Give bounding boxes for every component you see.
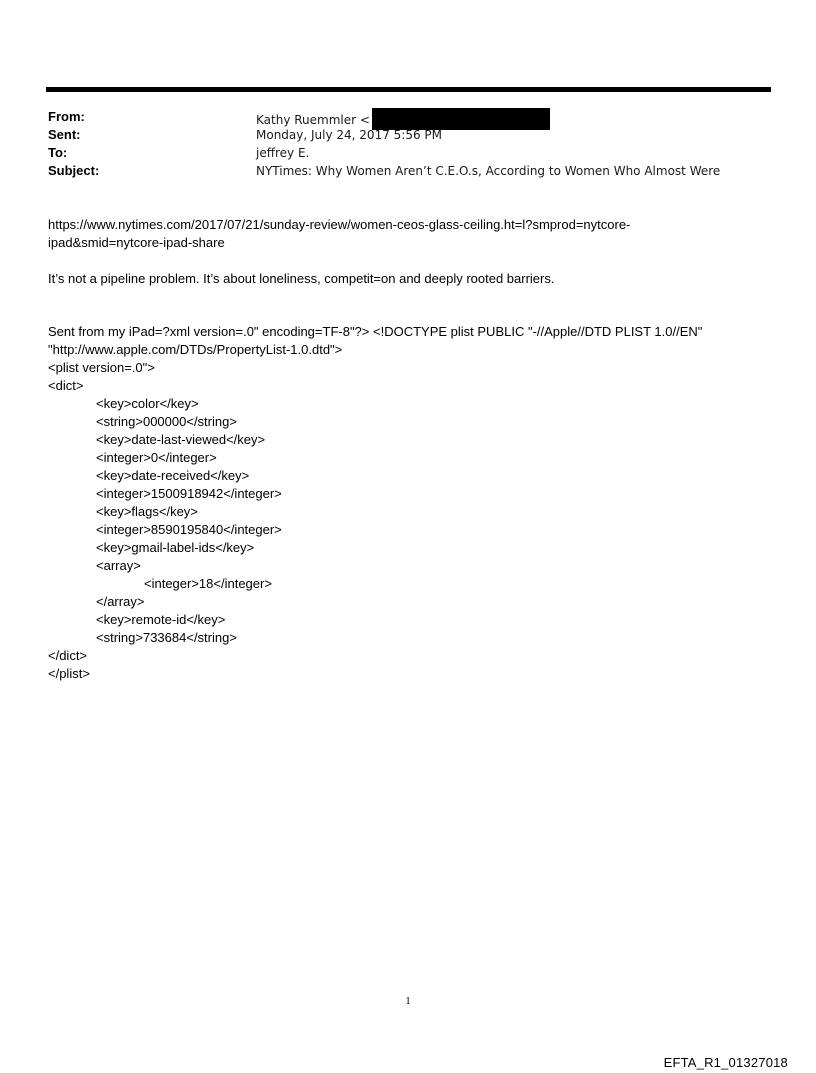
plist-line: <key>gmail-label-ids</key> xyxy=(96,540,255,555)
plist-line: <integer>0</integer> xyxy=(96,450,217,465)
article-url-line2: ipad&smid=nytcore-ipad-share xyxy=(48,235,225,250)
plist-line: </dict> xyxy=(48,648,88,663)
plist-line: <string>000000</string> xyxy=(96,414,237,429)
plist-line: </plist> xyxy=(48,666,90,681)
article-url-line1: https://www.nytimes.com/2017/07/21/sunday-review/women-ceos-glass-ceiling.ht=l?smprod=nytcore- xyxy=(48,217,631,232)
document-id: EFTA_R1_01327018 xyxy=(663,1055,788,1070)
signature-line2: "http://www.apple.com/DTDs/PropertyList-1.0.dtd"> xyxy=(48,342,343,357)
article-summary: It’s not a pipeline problem. It’s about loneliness, competit=on and deeply rooted barriers. xyxy=(48,271,555,286)
sender-name: Kathy Ruemmler < xyxy=(256,113,370,127)
plist-line: <key>date-received</key> xyxy=(96,468,250,483)
to-value: jeffrey E. xyxy=(256,146,310,160)
plist-line: <array> xyxy=(96,558,141,573)
plist-line: <string>733684</string> xyxy=(96,630,237,645)
page-number: 1 xyxy=(405,995,411,1007)
header-from-row xyxy=(48,108,788,126)
header-sent-row xyxy=(48,126,788,144)
sent-value: Monday, July 24, 2017 5:56 PM xyxy=(256,128,442,142)
plist-line: <key>flags</key> xyxy=(96,504,198,519)
plist-line: <integer>1500918942</integer> xyxy=(96,486,282,501)
plist-line: </array> xyxy=(96,594,145,609)
subject-value: NYTimes: Why Women Aren’t C.E.O.s, According to Women Who Almost Were xyxy=(256,164,721,178)
plist-line: <integer>18</integer> xyxy=(144,576,272,591)
plist-line: <key>date-last-viewed</key> xyxy=(96,432,266,447)
header-subject-row xyxy=(48,162,788,180)
plist-line: <plist version=.0"> xyxy=(48,360,155,375)
from-label: From: xyxy=(48,109,85,124)
header-divider xyxy=(46,87,771,92)
subject-label: Subject: xyxy=(48,163,100,178)
plist-line: <key>color</key> xyxy=(96,396,199,411)
plist-line: <key>remote-id</key> xyxy=(96,612,226,627)
plist-line: <integer>8590195840</integer> xyxy=(96,522,282,537)
header-to-row xyxy=(48,144,788,162)
to-label: To: xyxy=(48,145,68,160)
signature-line1: Sent from my iPad=?xml version=.0" encoding=TF-8"?> <!DOCTYPE plist PUBLIC "-//Apple//DTD PLIST 1.0//EN" xyxy=(48,324,703,339)
sent-label: Sent: xyxy=(48,127,81,142)
plist-line: <dict> xyxy=(48,378,84,393)
